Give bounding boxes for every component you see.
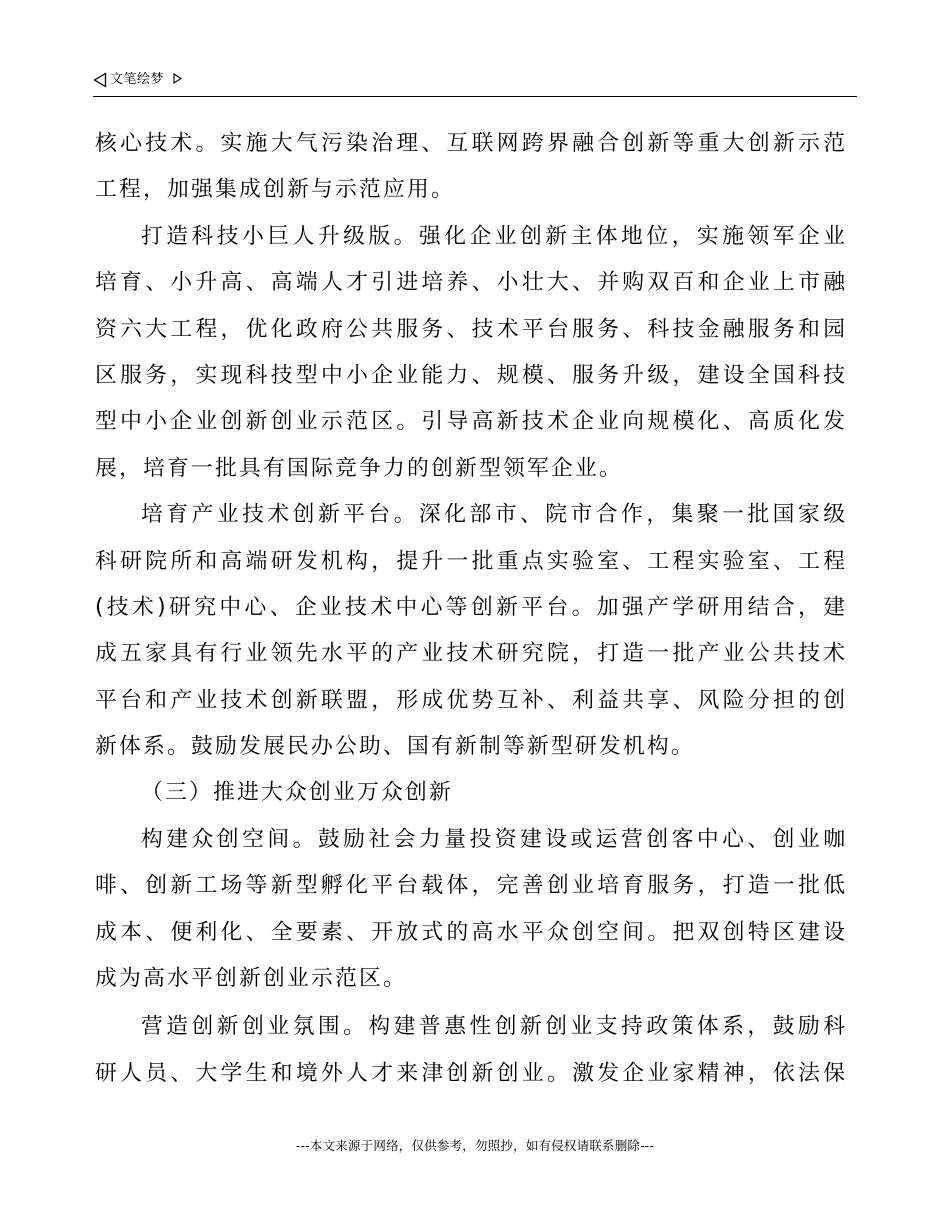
text-line: 新体系。鼓励发展民办公助、国有新制等新型研发机构。 bbox=[95, 734, 695, 760]
text-line: 研人员、大学生和境外人才来津创新创业。激发企业家精神，依法保 bbox=[95, 1060, 845, 1086]
text-line: 成本、便利化、全要素、开放式的高水平众创空间。把双创特区建设 bbox=[95, 919, 845, 945]
text-line: 成为高水平创新创业示范区。 bbox=[95, 966, 407, 992]
triangle-left-icon bbox=[93, 72, 107, 88]
header-title: 文笔绘梦 bbox=[110, 72, 165, 87]
text-line: 资六大工程，优化政府公共服务、技术平台服务、科技金融服务和园 bbox=[95, 316, 845, 342]
text-line: 工程，加强集成创新与示范应用。 bbox=[95, 177, 455, 203]
paragraph-heading-line: 构建众创空间。鼓励社会力量投资建设或运营创客中心、创业咖 bbox=[141, 826, 845, 852]
paragraph-heading-line: 培育产业技术创新平台。深化部市、院市合作，集聚一批国家级 bbox=[141, 502, 845, 528]
text-line: 成五家具有行业领先水平的产业技术研究院，打造一批产业公共技术 bbox=[95, 641, 845, 667]
text-line: 核心技术。实施大气污染治理、互联网跨界融合创新等重大创新示范 bbox=[95, 131, 845, 156]
text-line: 型中小企业创新创业示范区。引导高新技术企业向规模化、高质化发 bbox=[95, 409, 845, 435]
header-brand bbox=[93, 72, 182, 88]
section-heading: （三）推进大众创业万众创新 bbox=[141, 780, 453, 806]
text-line: 啡、创新工场等新型孵化平台载体，完善创业培育服务，打造一批低 bbox=[95, 873, 845, 899]
text-line: 培育、小升高、高端人才引进培养、小壮大、并购双百和企业上市融 bbox=[95, 270, 845, 296]
document-body bbox=[95, 121, 845, 1097]
text-line: 区服务，实现科技型中小企业能力、规模、服务升级，建设全国科技 bbox=[95, 362, 845, 388]
page-header bbox=[93, 70, 857, 97]
page-footer: ---本文来源于网络，仅供参考，勿照抄，如有侵权请联系删除--- bbox=[295, 1138, 655, 1153]
paragraph-heading-line: 打造科技小巨人升级版。强化企业创新主体地位，实施领军企业 bbox=[141, 223, 845, 249]
text-line: 展，培育一批具有国际竞争力的创新型领军企业。 bbox=[95, 455, 623, 481]
text-line: 科研院所和高端研发机构，提升一批重点实验室、工程实验室、工程 bbox=[95, 548, 845, 574]
text-line: 平台和产业技术创新联盟，形成优势互补、利益共享、风险分担的创 bbox=[95, 687, 845, 713]
triangle-right-icon bbox=[173, 73, 182, 84]
text-line: (技术)研究中心、企业技术中心等创新平台。加强产学研用结合，建 bbox=[95, 594, 845, 620]
paragraph-heading-line: 营造创新创业氛围。构建普惠性创新创业支持政策体系，鼓励科 bbox=[141, 1014, 845, 1040]
